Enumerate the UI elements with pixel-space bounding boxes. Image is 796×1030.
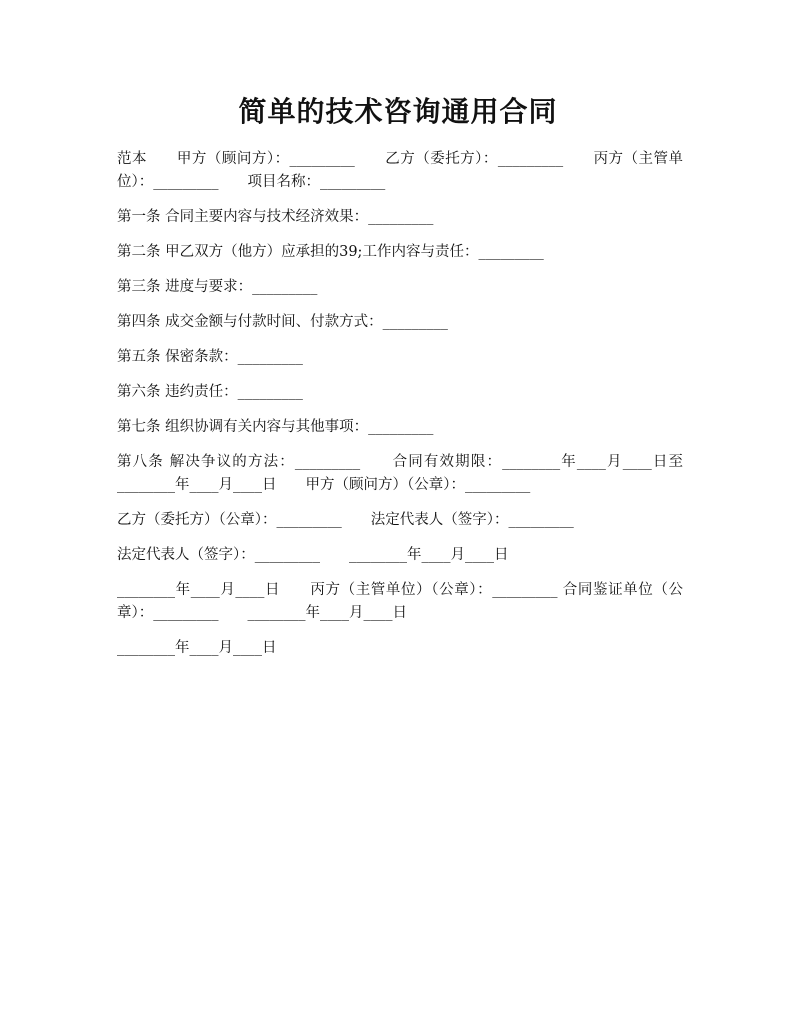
paragraph-article-7: 第七条 组织协调有关内容与其他事项：_________	[117, 419, 434, 435]
paragraph-article-8: 第八条 解决争议的方法：_________ 合同有效期限：________年____月____日至________年____月____日 甲方（顾问方）（公章）：_________	[117, 454, 683, 493]
paragraph-article-5: 第五条 保密条款：_________	[117, 349, 303, 365]
paragraph-article-6: 第六条 违约责任：_________	[117, 384, 303, 400]
paragraph-article-1: 第一条 合同主要内容与技术经济效果：_________	[117, 209, 434, 225]
paragraph-parties: 范本 甲方（顾问方）：_________ 乙方（委托方）：_________ 丙方（主管单位）：_________ 项目名称：_________	[117, 151, 683, 190]
paragraph-article-3: 第三条 进度与要求：_________	[117, 279, 318, 295]
document-body	[117, 148, 683, 672]
paragraph-legal-rep: 法定代表人（签字）：_________ ________年____月____日	[117, 547, 509, 563]
paragraph-article-4: 第四条 成交金额与付款时间、付款方式：_________	[117, 314, 448, 330]
document-title: 简单的技术咨询通用合同	[238, 95, 558, 128]
paragraph-party-b-seal: 乙方（委托方）（公章）：_________ 法定代表人（签字）：_________	[117, 512, 574, 528]
paragraph-article-2: 第二条 甲乙双方（他方）应承担的39;工作内容与责任：_________	[117, 244, 544, 260]
paragraph-final-date: ________年____月____日	[117, 640, 277, 656]
paragraph-party-c-seal: ________年____月____日 丙方（主管单位）（公章）：_________ 合同鉴证单位（公章）：_________ ________年____月____日	[117, 582, 683, 621]
